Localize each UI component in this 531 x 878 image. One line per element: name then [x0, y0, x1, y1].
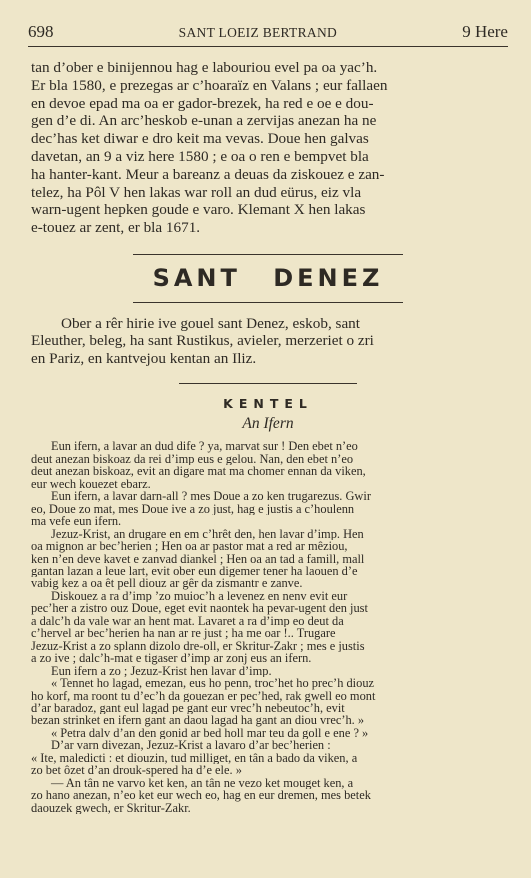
intro-paragraph: [28, 59, 508, 237]
header-rule: [28, 46, 508, 47]
running-title: SANT LOEIZ BERTRAND: [178, 25, 338, 40]
page: [28, 22, 508, 814]
text-line: e-touez ar zent, er bla 1671.: [31, 219, 201, 237]
section-title-block: [28, 254, 508, 303]
text-line: warn-ugent hepken goude e varo. Klemant X hen lakas: [31, 201, 366, 219]
text-line: ha hanter-kant. Meur a bareanz a deuas da ziskouez e zan-: [31, 165, 385, 183]
text-line: Ober a rêr hirie ive gouel sant Denez, eskob, sant: [61, 314, 360, 332]
text-line: Eun ifern, a lavar darn-all ? mes Doue a zo ken trugarezus. Gwir: [51, 490, 371, 503]
kentel-heading: KENTEL: [223, 396, 313, 412]
text-line: c’hervel ar bec’herien ha nan ar re just ; ha me oar !.. Trugare: [31, 627, 336, 640]
text-line: « Ite, maledicti : et diouzin, tud milliget, en tân a bado da viken, a: [31, 751, 358, 765]
text-line: en Pariz, en kantvejou kentan an Iliz.: [31, 349, 257, 367]
title-rule-top: [133, 254, 403, 255]
feast-summary: [28, 315, 508, 368]
text-line: pec’her a zistro ouz Doue, eget evit naontek ha pevar-ugent den just: [31, 602, 368, 615]
text-line: en devoe epad ma oa er gador-brezek, ha red e oe e dou-: [31, 94, 374, 112]
text-line: telez, ha Pôl V hen lakas war roll an dud eürus, eiz vla: [31, 183, 362, 201]
month-title: 9 Here: [462, 22, 508, 41]
text-line: Jezuz-Krist a zo splann dizolo dre-oll, er Skritur-Zakr ; mes e justis: [31, 639, 365, 653]
text-line: Eun ifern a zo ; Jezuz-Krist hen lavar d’imp.: [51, 664, 272, 678]
text-line: ho korf, ma roont tu d’ec’h da gouezan er pec’hed, rak gwell eo mont: [31, 689, 376, 702]
text-line: deut anezan biskoaz, evit an digare mat ma chomer ennan da viken,: [31, 465, 366, 478]
text-line: oa mignon ar bec’herien ; Hen oa ar pastor mat a red ar mêziou,: [31, 540, 348, 553]
text-line: « Tennet ho lagad, emezan, eus ho penn, troc’het ho prec’h diouz: [51, 677, 375, 690]
text-line: a dalc’h da vale war an hent mat. Lavaret a ra d’imp eo deut da: [31, 614, 344, 628]
text-line: Jezuz-Krist, an drugare en em c’hrêt den, hen lavar d’imp. Hen: [51, 527, 364, 541]
text-line: davetan, an 9 a viz here 1580 ; e oa o ren e bempvet bla: [31, 147, 369, 165]
text-line: gantan lazan a leue lart, evit ober eun digemer tener ha laouen d’e: [31, 565, 358, 578]
text-line: d’ar baradoz, gant eul lagad pe gant eur vrec’h nebeutoc’h, evit: [31, 701, 345, 715]
text-line: daouzek gwech, er Skritur-Zakr.: [31, 801, 191, 815]
kentel-body: [28, 440, 508, 814]
text-line: bezan strinket en ifern gant an daou lagad ha gant an diou vrec’h. »: [31, 714, 365, 727]
text-line: dec’has ket diwar e dro keit ma vevas. Doue hen galvas: [31, 130, 369, 148]
title-rule-bottom: [133, 302, 403, 303]
text-line: — An tân ne varvo ket ken, an tân ne vezo ket mouget ken, a: [51, 776, 354, 790]
text-line: eur wech kouezet ebarz.: [31, 477, 151, 491]
text-line: Eun ifern, a lavar an dud dife ? ya, marvat sur ! Den ebet n’eo: [51, 440, 358, 453]
text-line: Diskouez a ra d’imp ’zo muioc’h a levenez en nenv evit eur: [51, 589, 348, 603]
text-line: ma vefe eun ifern.: [31, 515, 122, 528]
text-line: zo hano anezan, n’eo ket eur wech eo, hag en eur dremen, mes betek: [31, 789, 371, 802]
text-line: D’ar varn divezan, Jezuz-Krist a lavaro d’ar bec’herien :: [51, 739, 331, 752]
text-line: ken n’en deve kavet e zanvad diankel ; Hen oa an tad a famill, mall: [31, 552, 365, 565]
text-line: « Petra dalv d’an den gonid ar bed holl mar teu da goll e ene ? »: [51, 726, 369, 740]
running-header: [28, 22, 508, 44]
text-line: zo bet ôzet d’an drouk-spered ha d’e ele. »: [31, 764, 242, 777]
text-line: tan d’ober e binijennou hag e labouriou evel pa oa yac’h.: [31, 59, 378, 76]
text-line: eo, Doue zo mat, mes Doue ive a zo just, hag e justis a c’houlenn: [31, 502, 355, 516]
text-line: deut anezan biskoaz da rei d’imp eus e gelou. Nan, den ebet n’eo: [31, 452, 354, 466]
text-line: a zo ive ; dalc’h-mat e tigaser d’imp ar zonj eus an ifern.: [31, 652, 312, 665]
page-number: 698: [28, 22, 54, 41]
text-line: Eleuther, beleg, ha sant Rustikus, avieler, merzeriet o zri: [31, 332, 374, 350]
section-title: SANT DENEZ: [152, 263, 384, 292]
text-line: Er bla 1580, e prezegas ar c’hoaraïz en Valans ; eur fallaen: [31, 76, 388, 94]
text-line: vabig kez a oa êt pell diouz ar gêr da zismantr e zanve.: [31, 577, 303, 590]
kentel-rule: [179, 383, 357, 384]
text-line: gen d’e di. An arc’heskob e-unan a zervijas anezan ha ne: [31, 112, 377, 130]
kentel-subtitle: An Ifern: [242, 415, 294, 433]
kentel-block: [28, 383, 508, 433]
